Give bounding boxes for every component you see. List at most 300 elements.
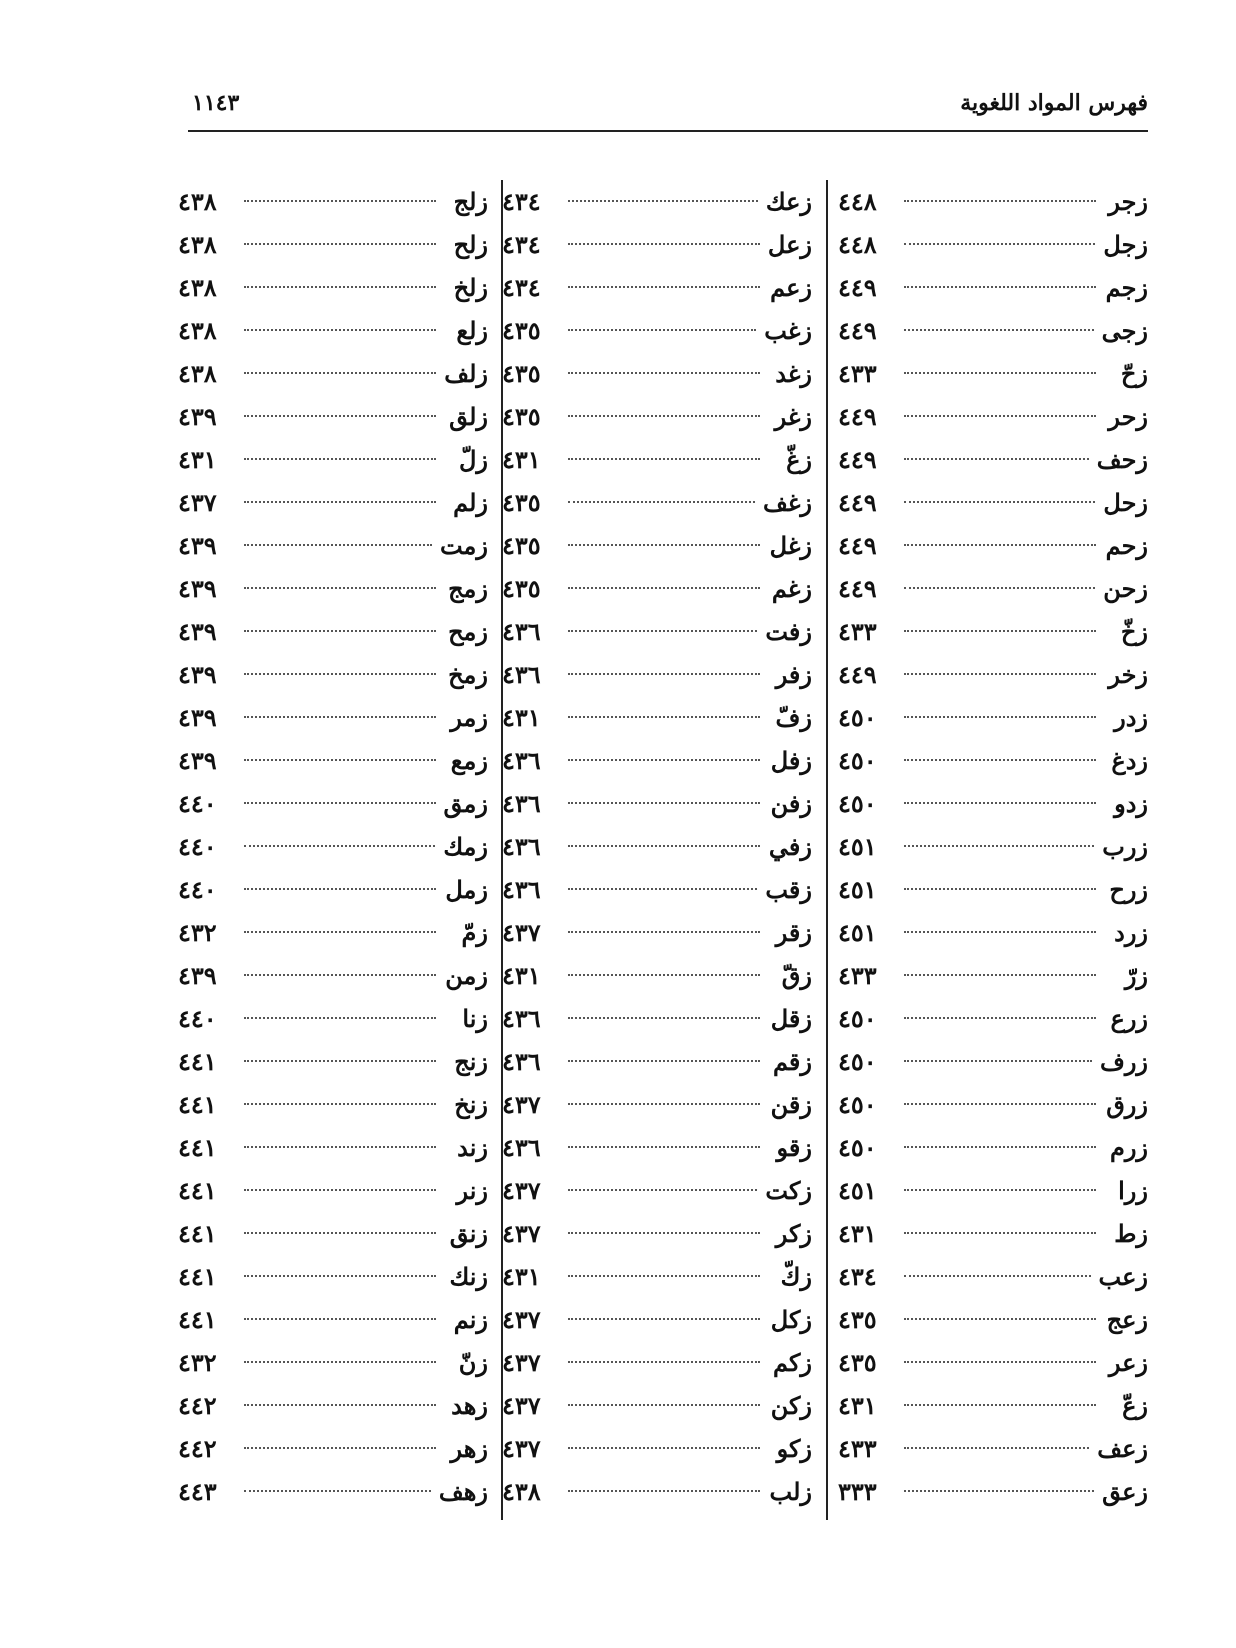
entry-root: زفت [765,617,812,646]
entry-root: زنخ [454,1090,488,1119]
entry-root: زلح [453,230,488,259]
index-entry [178,868,488,911]
entry-page: ٤٣١ [178,445,217,474]
index-entry [502,739,812,782]
dot-leader [244,372,436,374]
entry-page: ٤٣٦ [502,1047,541,1076]
index-entry [502,524,812,567]
entry-root: زفي [768,832,812,861]
entry-page: ٤٥١ [838,832,877,861]
index-entry [838,1169,1148,1212]
entry-page: ٤٣٩ [178,703,217,732]
dot-leader [244,286,436,288]
entry-root: زغب [764,316,812,345]
dot-leader [568,673,760,675]
entry-root: زقو [776,1133,812,1162]
entry-page: ٤٣٩ [178,574,217,603]
dot-leader [904,1103,1096,1105]
entry-page: ٤٣٢ [178,918,217,947]
entry-root: زرم [1109,1133,1148,1162]
dot-leader [244,1275,436,1277]
entry-page: ٤٣٣ [838,1434,877,1463]
dot-leader [244,802,436,804]
entry-root: زغد [775,359,812,388]
dot-leader [244,1189,436,1191]
entry-page: ٤٥١ [838,918,877,947]
index-entry [838,696,1148,739]
entry-page: ٤٣٤ [838,1262,877,1291]
entry-page: ٤٤٨ [838,230,877,259]
index-entry [178,954,488,997]
dot-leader [244,200,436,202]
entry-root: زكن [770,1391,812,1420]
index-entry [502,1255,812,1298]
index-entry [502,1126,812,1169]
entry-page: ٤٤٠ [178,789,217,818]
entry-page: ٤٥٠ [838,1133,877,1162]
dot-leader [244,243,436,245]
dot-leader [568,1275,760,1277]
entry-root: زنق [449,1219,488,1248]
entry-root: زهر [450,1434,488,1463]
index-entry [838,997,1148,1040]
dot-leader [244,1490,431,1492]
entry-root: زعر [1108,1348,1148,1377]
entry-page: ٤٤٠ [178,1004,217,1033]
dot-leader [568,544,760,546]
entry-root: زعل [767,230,812,259]
index-entry [502,1427,812,1470]
entry-page: ٤٣٩ [178,746,217,775]
entry-root: زحف [1096,445,1148,474]
page-header [188,88,1148,132]
index-entry [178,1298,488,1341]
dot-leader [568,286,760,288]
index-entry [178,266,488,309]
entry-root: زلم [453,488,488,517]
entry-page: ٤٤١ [178,1305,217,1334]
dot-leader [904,1275,1091,1277]
dot-leader [244,1060,436,1062]
entry-page: ٤٣١ [502,1262,541,1291]
index-entry [838,954,1148,997]
dot-leader [904,1232,1096,1234]
entry-page: ٣٣٣ [838,1477,877,1506]
dot-leader [568,587,760,589]
entry-root: زغم [771,574,812,603]
dot-leader [244,415,436,417]
index-entry [838,653,1148,696]
entry-page: ٤٣٦ [502,789,541,818]
entry-root: زلّ [458,445,488,474]
index-entry [178,653,488,696]
dot-leader [568,243,760,245]
dot-leader [244,1017,436,1019]
dot-leader [904,802,1096,804]
index-entry [178,395,488,438]
entry-root: زفّ [775,703,812,732]
entry-page: ٤٣٩ [178,660,217,689]
index-entry [178,1126,488,1169]
dot-leader [244,329,436,331]
entry-root: زعّ [1122,1391,1148,1420]
dot-leader [568,458,760,460]
dot-leader [568,716,760,718]
entry-root: زجم [1105,273,1148,302]
entry-page: ٤٤١ [178,1262,217,1291]
index-entry [502,266,812,309]
entry-root: زقم [772,1047,812,1076]
index-entry [178,223,488,266]
entry-page: ٤٣٧ [502,1391,541,1420]
entry-page: ٤٣٦ [502,875,541,904]
index-entry [502,1384,812,1427]
dot-leader [904,1404,1096,1406]
entry-root: زكل [770,1305,812,1334]
entry-page: ٤٣٥ [838,1348,877,1377]
entry-page: ٤٤٩ [838,445,877,474]
entry-root: زقر [775,918,812,947]
entry-page: ٤٤١ [178,1047,217,1076]
index-entry [838,180,1148,223]
dot-leader [244,716,436,718]
index-entry [178,1427,488,1470]
entry-page: ٤٣٧ [502,918,541,947]
dot-leader [568,1017,760,1019]
index-entry [502,438,812,481]
entry-page: ٤٤٩ [838,488,877,517]
entry-root: زكّ [780,1262,812,1291]
index-entry [838,567,1148,610]
entry-root: زرب [1102,832,1148,861]
entry-page: ٤٣٨ [178,316,217,345]
index-entry [502,1212,812,1255]
entry-page: ٤٤٩ [838,531,877,560]
entry-page: ٤٤٢ [178,1391,217,1420]
entry-page: ٤٣١ [502,445,541,474]
dot-leader [568,501,755,503]
index-entry [838,352,1148,395]
index-entry [178,352,488,395]
index-entry [502,782,812,825]
index-entry [502,352,812,395]
index-entry [838,1384,1148,1427]
entry-page: ٤٤٨ [838,187,877,216]
entry-page: ٤٣٧ [502,1176,541,1205]
index-entry [502,954,812,997]
index-entry [502,1341,812,1384]
entry-page: ٤٣٧ [178,488,217,517]
entry-page: ٤٥٠ [838,1004,877,1033]
entry-root: زنج [454,1047,488,1076]
entry-page: ٤٣١ [502,703,541,732]
dot-leader [904,630,1096,632]
entry-page: ٤٣٦ [502,746,541,775]
index-entry [178,1212,488,1255]
entry-page: ٤٤٠ [178,832,217,861]
entry-root: زكم [773,1348,812,1377]
entry-root: زهد [451,1391,488,1420]
entry-root: زمع [450,746,488,775]
entry-page: ٤٣١ [502,961,541,990]
dot-leader [904,200,1096,202]
index-entry [838,1470,1148,1513]
entry-root: زعك [765,187,812,216]
index-entry [178,1341,488,1384]
dot-leader [244,888,436,890]
dot-leader [244,1361,436,1363]
index-entry [838,438,1148,481]
entry-root: زنّ [458,1348,488,1377]
entry-page: ٤٣٩ [178,961,217,990]
index-entry [178,997,488,1040]
entry-root: زلب [769,1477,812,1506]
index-entry [178,481,488,524]
index-entry [178,438,488,481]
index-column-1 [838,180,1148,1520]
page-number: ١١٤٣ [192,90,240,116]
dot-leader [244,759,436,761]
index-entry [838,1298,1148,1341]
index-entry [838,524,1148,567]
entry-root: زرّ [1124,961,1148,990]
entry-root: زغر [774,402,812,431]
entry-root: زلق [449,402,488,431]
dot-leader [244,1404,436,1406]
dot-leader [568,329,756,331]
entry-root: زحّ [1120,359,1148,388]
dot-leader [568,1103,760,1105]
entry-page: ٤٣٦ [502,617,541,646]
index-entry [838,309,1148,352]
dot-leader [904,931,1096,933]
index-entry [178,524,488,567]
index-entry [178,1384,488,1427]
dot-leader [568,974,760,976]
entry-root: زدر [1114,703,1148,732]
dot-leader [244,673,436,675]
dot-leader [904,1447,1089,1449]
entry-root: زحر [1108,402,1148,431]
entry-root: زرح [1109,875,1148,904]
index-entry [838,1341,1148,1384]
dot-leader [904,415,1096,417]
index-entry [838,1427,1148,1470]
dot-leader [568,1189,757,1191]
entry-page: ٤٤٩ [838,273,877,302]
entry-page: ٤٤١ [178,1133,217,1162]
entry-page: ٤٣٩ [178,617,217,646]
dot-leader [904,673,1096,675]
dot-leader [568,1361,760,1363]
index-entry [838,1083,1148,1126]
dot-leader [568,1404,760,1406]
index-entry [178,825,488,868]
entry-page: ٤٣٧ [502,1090,541,1119]
index-entry [838,1212,1148,1255]
dot-leader [904,243,1095,245]
dot-leader [568,1232,760,1234]
dot-leader [568,1447,760,1449]
index-title: فهرس المواد اللغوية [960,90,1148,116]
entry-root: زند [457,1133,488,1162]
index-entry [838,395,1148,438]
entry-root: زلع [456,316,488,345]
index-entry [502,395,812,438]
index-column-2 [502,180,812,1520]
entry-page: ٤٣٩ [178,531,217,560]
index-entry [502,825,812,868]
entry-root: زمق [443,789,488,818]
entry-root: زمل [445,875,488,904]
entry-page: ٤٣٤ [502,187,541,216]
entry-root: زعب [1098,1262,1148,1291]
dot-leader [244,458,436,460]
index-columns [178,180,1148,1520]
dot-leader [568,888,757,890]
index-entry [838,1255,1148,1298]
index-entry [838,782,1148,825]
index-entry [838,266,1148,309]
entry-page: ٤٤٢ [178,1434,217,1463]
entry-page: ٤٤١ [178,1090,217,1119]
index-entry [838,739,1148,782]
dot-leader [904,372,1096,374]
entry-root: زحم [1105,531,1148,560]
entry-page: ٤٣٧ [502,1305,541,1334]
entry-root: زفل [770,746,812,775]
entry-root: زجر [1108,187,1148,216]
entry-page: ٤٥٠ [838,703,877,732]
entry-page: ٤٤٩ [838,402,877,431]
entry-page: ٤٣٣ [838,961,877,990]
dot-leader [568,372,760,374]
index-entry [838,868,1148,911]
dot-leader [904,1189,1096,1191]
entry-page: ٤٣٦ [502,1004,541,1033]
entry-page: ٤٣٧ [502,1219,541,1248]
entry-page: ٤٣٦ [502,1133,541,1162]
entry-root: زغف [763,488,812,517]
index-entry [502,696,812,739]
index-entry [838,1126,1148,1169]
index-entry [178,911,488,954]
entry-page: ٤٤٩ [838,660,877,689]
entry-page: ٤٣٦ [502,660,541,689]
entry-root: زقب [765,875,812,904]
entry-page: ٤٣٣ [838,617,877,646]
entry-page: ٤٥١ [838,1176,877,1205]
entry-root: زكر [775,1219,812,1248]
index-entry [178,782,488,825]
dot-leader [904,1060,1092,1062]
entry-root: زغّ [786,445,812,474]
entry-root: زمك [443,832,488,861]
entry-root: زرا [1118,1176,1148,1205]
index-entry [178,567,488,610]
entry-root: زخر [1108,660,1148,689]
index-entry [502,610,812,653]
entry-root: زقن [770,1090,812,1119]
entry-root: زدغ [1111,746,1148,775]
index-entry [502,653,812,696]
entry-page: ٤٣٨ [178,273,217,302]
entry-root: زدو [1114,789,1148,818]
dot-leader [244,1318,436,1320]
dot-leader [568,931,760,933]
dot-leader [904,544,1096,546]
entry-root: زقّ [781,961,812,990]
entry-root: زقل [770,1004,812,1033]
entry-root: زمّ [461,918,488,947]
index-entry [502,481,812,524]
entry-page: ٤٣٨ [178,359,217,388]
entry-page: ٤٥٠ [838,1047,877,1076]
entry-root: زجى [1101,316,1148,345]
entry-page: ٤٣٤ [502,273,541,302]
index-entry [502,1470,812,1513]
index-entry [502,1298,812,1341]
entry-page: ٤٣٧ [502,1434,541,1463]
entry-root: زعج [1106,1305,1148,1334]
dot-leader [244,1103,436,1105]
entry-page: ٤٣٨ [502,1477,541,1506]
dot-leader [244,845,435,847]
dot-leader [244,501,436,503]
entry-root: زرق [1106,1090,1148,1119]
index-entry [502,567,812,610]
index-entry [838,223,1148,266]
index-column-3 [178,180,488,1520]
entry-page: ٤٣٥ [502,488,541,517]
index-entry [838,481,1148,524]
entry-root: زمح [448,617,488,646]
index-entry [838,911,1148,954]
index-entry [502,911,812,954]
dot-leader [244,544,432,546]
entry-root: زمت [439,531,488,560]
entry-page: ٤٥٠ [838,1090,877,1119]
column-divider [826,180,828,1520]
entry-root: زنر [456,1176,488,1205]
index-entry [502,180,812,223]
dot-leader [904,587,1095,589]
index-entry [178,1255,488,1298]
entry-root: زلف [444,359,488,388]
entry-root: زعم [770,273,812,302]
dot-leader [904,286,1096,288]
dot-leader [904,1017,1096,1019]
entry-page: ٤٤٩ [838,316,877,345]
index-entry [502,997,812,1040]
dot-leader [904,1318,1096,1320]
entry-page: ٤٤٠ [178,875,217,904]
dot-leader [904,759,1096,761]
dot-leader [904,888,1096,890]
dot-leader [244,1146,436,1148]
entry-page: ٤٤١ [178,1219,217,1248]
dot-leader [568,630,757,632]
dot-leader [568,1060,760,1062]
entry-root: زهف [438,1477,488,1506]
dot-leader [568,200,758,202]
entry-page: ٤٣٥ [502,316,541,345]
index-entry [502,223,812,266]
dot-leader [568,845,760,847]
entry-page: ٤٣١ [838,1219,877,1248]
entry-root: زكو [776,1434,812,1463]
dot-leader [568,1318,760,1320]
